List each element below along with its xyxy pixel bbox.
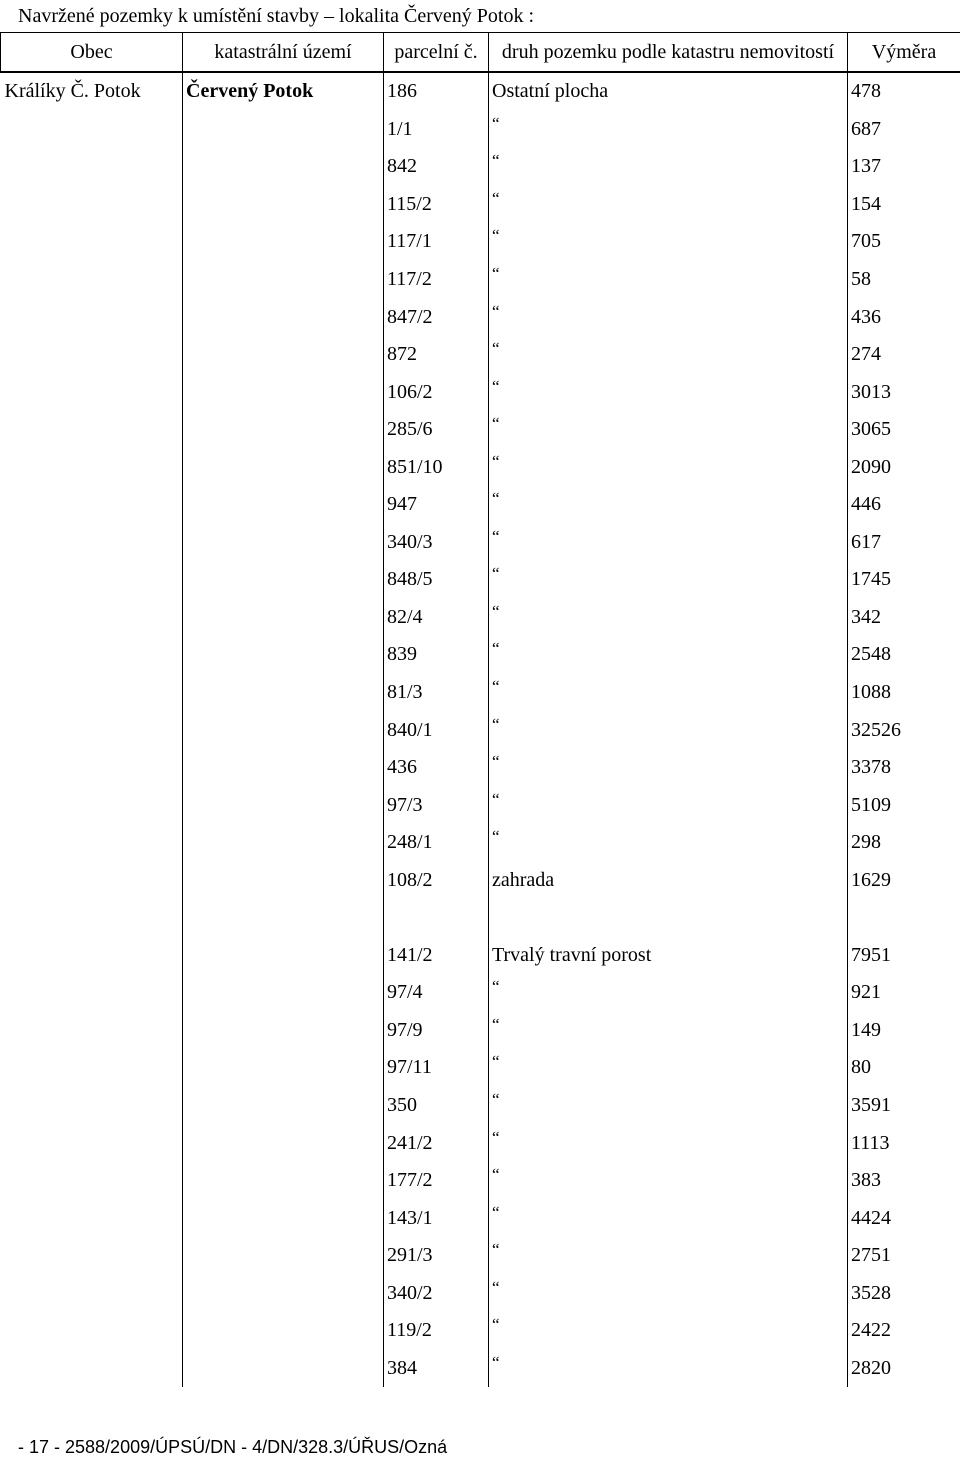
cell-vymera: 436 bbox=[848, 298, 960, 336]
header-katastralni-uzemi: katastrální území bbox=[183, 33, 384, 73]
cell-katastralni-uzemi bbox=[183, 1124, 384, 1162]
cell-vymera: 3378 bbox=[848, 749, 960, 787]
cell-vymera: 1629 bbox=[848, 861, 960, 899]
cell-vymera: 274 bbox=[848, 336, 960, 374]
table-row bbox=[1, 148, 960, 186]
page-footer: - 17 - 2588/2009/ÚPSÚ/DN - 4/DN/328.3/ÚŘUS/Ozná bbox=[18, 1437, 448, 1457]
ditto-mark: “ bbox=[492, 414, 500, 434]
cell-obec bbox=[1, 1199, 183, 1237]
cell-druh-pozemku bbox=[489, 711, 848, 749]
cell-parcelni-cislo: 97/3 bbox=[384, 786, 489, 824]
cell-obec bbox=[1, 1350, 183, 1388]
cell-parcelni-cislo: 186 bbox=[384, 72, 489, 111]
ditto-mark: “ bbox=[492, 714, 500, 734]
cell-katastralni-uzemi bbox=[183, 861, 384, 899]
table-row bbox=[1, 1275, 960, 1313]
cell-obec bbox=[1, 111, 183, 149]
table-row bbox=[1, 749, 960, 787]
table-row bbox=[1, 636, 960, 674]
cell-druh-pozemku: Ostatní plocha bbox=[489, 72, 848, 111]
cell-katastralni-uzemi bbox=[183, 1199, 384, 1237]
ditto-mark: “ bbox=[492, 451, 500, 471]
cell-obec bbox=[1, 336, 183, 374]
ditto-mark: “ bbox=[492, 789, 500, 809]
cell-druh-pozemku bbox=[489, 223, 848, 261]
cell-vymera: 137 bbox=[848, 148, 960, 186]
cell-parcelni-cislo: 82/4 bbox=[384, 599, 489, 637]
cell-druh-pozemku bbox=[489, 1087, 848, 1125]
cell-vymera: 2090 bbox=[848, 448, 960, 486]
ditto-mark: “ bbox=[492, 188, 500, 208]
page-title: Navržené pozemky k umístění stavby – lokalita Červený Potok : bbox=[18, 5, 534, 27]
cell-katastralni-uzemi bbox=[183, 561, 384, 599]
cell-parcelni-cislo: 143/1 bbox=[384, 1199, 489, 1237]
cell-druh-pozemku bbox=[489, 824, 848, 862]
cell-obec bbox=[1, 411, 183, 449]
cell-katastralni-uzemi bbox=[183, 223, 384, 261]
cell-druh-pozemku bbox=[489, 561, 848, 599]
ditto-mark: “ bbox=[492, 1240, 500, 1260]
table-row bbox=[1, 186, 960, 224]
cell-obec bbox=[1, 223, 183, 261]
cell-vymera: 617 bbox=[848, 524, 960, 562]
ditto-mark: “ bbox=[492, 489, 500, 509]
cell-druh-pozemku bbox=[489, 111, 848, 149]
cell-druh-pozemku bbox=[489, 1162, 848, 1200]
ditto-mark: “ bbox=[492, 264, 500, 283]
table-row bbox=[1, 1199, 960, 1237]
cell-obec bbox=[1, 486, 183, 524]
ditto-mark: “ bbox=[492, 151, 500, 171]
table-row bbox=[1, 974, 960, 1012]
cell-vymera: 1088 bbox=[848, 674, 960, 712]
table-row bbox=[1, 373, 960, 411]
cell-katastralni-uzemi bbox=[183, 711, 384, 749]
cell-vymera: 3528 bbox=[848, 1275, 960, 1313]
cell-vymera: 58 bbox=[848, 261, 960, 299]
ditto-mark: “ bbox=[492, 113, 500, 133]
ditto-mark: “ bbox=[492, 827, 500, 847]
cell-druh-pozemku bbox=[489, 1124, 848, 1162]
cell-druh-pozemku bbox=[489, 1237, 848, 1275]
cell-parcelni-cislo: 384 bbox=[384, 1350, 489, 1388]
cell-katastralni-uzemi bbox=[183, 336, 384, 374]
table-row bbox=[1, 1012, 960, 1050]
ditto-mark: “ bbox=[492, 1052, 500, 1072]
table-row bbox=[1, 861, 960, 899]
cell-parcelni-cislo: 436 bbox=[384, 749, 489, 787]
cell-vymera: 2751 bbox=[848, 1237, 960, 1275]
cell-vymera: 478 bbox=[848, 72, 960, 111]
cell-druh-pozemku bbox=[489, 599, 848, 637]
cell-parcelni-cislo: 248/1 bbox=[384, 824, 489, 862]
cell-vymera: 3065 bbox=[848, 411, 960, 449]
header-parcelni-cislo: parcelní č. bbox=[384, 33, 489, 73]
cell-druh-pozemku bbox=[489, 674, 848, 712]
ditto-mark: “ bbox=[492, 1315, 500, 1335]
cell-katastralni-uzemi bbox=[183, 111, 384, 149]
cell-obec bbox=[1, 148, 183, 186]
cell-katastralni-uzemi bbox=[183, 1087, 384, 1125]
cell-katastralni-uzemi bbox=[183, 599, 384, 637]
cell-obec bbox=[1, 261, 183, 299]
ditto-mark: “ bbox=[492, 1202, 500, 1222]
cell-druh-pozemku bbox=[489, 186, 848, 224]
table-row bbox=[1, 1049, 960, 1087]
ditto-mark: “ bbox=[492, 1165, 500, 1185]
table-row bbox=[1, 223, 960, 261]
ditto-mark: “ bbox=[492, 564, 500, 584]
cell-vymera: 921 bbox=[848, 974, 960, 1012]
table-row bbox=[1, 1087, 960, 1125]
ditto-mark: “ bbox=[492, 601, 500, 621]
cell-empty bbox=[384, 899, 489, 937]
cell-obec bbox=[1, 1162, 183, 1200]
cell-vymera: 446 bbox=[848, 486, 960, 524]
table-row-empty bbox=[1, 899, 960, 937]
cell-vymera: 2422 bbox=[848, 1312, 960, 1350]
cell-katastralni-uzemi bbox=[183, 749, 384, 787]
cell-vymera: 5109 bbox=[848, 786, 960, 824]
cell-katastralni-uzemi bbox=[183, 1237, 384, 1275]
cell-parcelni-cislo: 115/2 bbox=[384, 186, 489, 224]
cell-obec bbox=[1, 1012, 183, 1050]
cell-vymera: 149 bbox=[848, 1012, 960, 1050]
cell-druh-pozemku bbox=[489, 1012, 848, 1050]
cell-parcelni-cislo: 106/2 bbox=[384, 373, 489, 411]
cell-vymera: 342 bbox=[848, 599, 960, 637]
header-vymera: Výměra bbox=[848, 33, 960, 73]
cell-obec bbox=[1, 1087, 183, 1125]
cell-katastralni-uzemi bbox=[183, 1012, 384, 1050]
cell-parcelni-cislo: 848/5 bbox=[384, 561, 489, 599]
cell-katastralni-uzemi bbox=[183, 148, 384, 186]
cell-obec bbox=[1, 1237, 183, 1275]
table-row bbox=[1, 72, 960, 111]
cell-parcelni-cislo: 847/2 bbox=[384, 298, 489, 336]
table-row bbox=[1, 411, 960, 449]
cell-vymera: 7951 bbox=[848, 937, 960, 975]
cell-parcelni-cislo: 141/2 bbox=[384, 937, 489, 975]
cell-parcelni-cislo: 840/1 bbox=[384, 711, 489, 749]
cell-obec bbox=[1, 561, 183, 599]
cell-druh-pozemku bbox=[489, 411, 848, 449]
cell-obec bbox=[1, 186, 183, 224]
cell-druh-pozemku: zahrada bbox=[489, 861, 848, 899]
cell-parcelni-cislo: 117/1 bbox=[384, 223, 489, 261]
cell-parcelni-cislo: 1/1 bbox=[384, 111, 489, 149]
cell-obec bbox=[1, 599, 183, 637]
cell-obec bbox=[1, 824, 183, 862]
table-row bbox=[1, 336, 960, 374]
cell-katastralni-uzemi bbox=[183, 937, 384, 975]
cell-empty bbox=[183, 899, 384, 937]
table-row bbox=[1, 111, 960, 149]
ditto-mark: “ bbox=[492, 339, 500, 359]
cell-obec bbox=[1, 711, 183, 749]
cell-druh-pozemku bbox=[489, 749, 848, 787]
ditto-mark: “ bbox=[492, 977, 500, 997]
cell-druh-pozemku bbox=[489, 298, 848, 336]
cell-obec bbox=[1, 937, 183, 975]
cell-obec bbox=[1, 524, 183, 562]
cell-parcelni-cislo: 842 bbox=[384, 148, 489, 186]
cell-druh-pozemku bbox=[489, 336, 848, 374]
cell-druh-pozemku bbox=[489, 786, 848, 824]
cell-obec bbox=[1, 749, 183, 787]
cell-obec bbox=[1, 1124, 183, 1162]
table-row bbox=[1, 711, 960, 749]
table-row bbox=[1, 486, 960, 524]
cell-obec bbox=[1, 974, 183, 1012]
cell-parcelni-cislo: 872 bbox=[384, 336, 489, 374]
cell-katastralni-uzemi bbox=[183, 261, 384, 299]
parcel-table bbox=[0, 32, 960, 1387]
cell-druh-pozemku bbox=[489, 148, 848, 186]
table-header-row bbox=[1, 33, 960, 73]
cell-obec bbox=[1, 1275, 183, 1313]
table-row bbox=[1, 561, 960, 599]
cell-obec bbox=[1, 636, 183, 674]
cell-druh-pozemku bbox=[489, 261, 848, 299]
cell-druh-pozemku bbox=[489, 974, 848, 1012]
cell-empty bbox=[1, 899, 183, 937]
ditto-mark: “ bbox=[492, 301, 500, 321]
ditto-mark: “ bbox=[492, 752, 500, 772]
cell-parcelni-cislo: 97/4 bbox=[384, 974, 489, 1012]
cell-katastralni-uzemi bbox=[183, 786, 384, 824]
cell-vymera: 154 bbox=[848, 186, 960, 224]
cell-katastralni-uzemi bbox=[183, 486, 384, 524]
cell-katastralni-uzemi: Červený Potok bbox=[183, 72, 384, 111]
table-row bbox=[1, 448, 960, 486]
cell-katastralni-uzemi bbox=[183, 1312, 384, 1350]
cell-katastralni-uzemi bbox=[183, 636, 384, 674]
ditto-mark: “ bbox=[492, 1352, 500, 1372]
cell-katastralni-uzemi bbox=[183, 824, 384, 862]
table-row bbox=[1, 298, 960, 336]
cell-druh-pozemku bbox=[489, 486, 848, 524]
cell-druh-pozemku bbox=[489, 448, 848, 486]
ditto-mark: “ bbox=[492, 1014, 500, 1034]
cell-druh-pozemku bbox=[489, 1350, 848, 1388]
cell-parcelni-cislo: 947 bbox=[384, 486, 489, 524]
cell-katastralni-uzemi bbox=[183, 1350, 384, 1388]
cell-druh-pozemku bbox=[489, 1275, 848, 1313]
cell-obec bbox=[1, 1312, 183, 1350]
cell-katastralni-uzemi bbox=[183, 1275, 384, 1313]
cell-obec bbox=[1, 861, 183, 899]
cell-vymera: 1745 bbox=[848, 561, 960, 599]
cell-empty bbox=[848, 899, 960, 937]
ditto-mark: “ bbox=[492, 226, 500, 246]
cell-parcelni-cislo: 119/2 bbox=[384, 1312, 489, 1350]
cell-katastralni-uzemi bbox=[183, 524, 384, 562]
table-row bbox=[1, 1237, 960, 1275]
cell-vymera: 4424 bbox=[848, 1199, 960, 1237]
cell-druh-pozemku bbox=[489, 636, 848, 674]
cell-druh-pozemku bbox=[489, 524, 848, 562]
cell-druh-pozemku bbox=[489, 1049, 848, 1087]
header-druh-pozemku: druh pozemku podle katastru nemovitostí bbox=[489, 33, 848, 73]
cell-druh-pozemku: Trvalý travní porost bbox=[489, 937, 848, 975]
table-row bbox=[1, 599, 960, 637]
cell-obec: Králíky Č. Potok bbox=[4, 80, 141, 103]
cell-katastralni-uzemi bbox=[183, 674, 384, 712]
ditto-mark: “ bbox=[492, 526, 500, 546]
cell-parcelni-cislo: 340/2 bbox=[384, 1275, 489, 1313]
ditto-mark: “ bbox=[492, 677, 500, 697]
table-row bbox=[1, 1312, 960, 1350]
cell-parcelni-cislo: 851/10 bbox=[384, 448, 489, 486]
cell-obec bbox=[1, 298, 183, 336]
cell-druh-pozemku bbox=[489, 1199, 848, 1237]
cell-katastralni-uzemi bbox=[183, 974, 384, 1012]
cell-vymera: 298 bbox=[848, 824, 960, 862]
cell-vymera: 705 bbox=[848, 223, 960, 261]
cell-parcelni-cislo: 350 bbox=[384, 1087, 489, 1125]
cell-katastralni-uzemi bbox=[183, 298, 384, 336]
cell-katastralni-uzemi bbox=[183, 1162, 384, 1200]
table-row bbox=[1, 261, 960, 299]
cell-vymera: 687 bbox=[848, 111, 960, 149]
cell-katastralni-uzemi bbox=[183, 411, 384, 449]
ditto-mark: “ bbox=[492, 376, 500, 396]
cell-vymera: 2820 bbox=[848, 1350, 960, 1388]
ditto-mark: “ bbox=[492, 639, 500, 659]
cell-parcelni-cislo: 177/2 bbox=[384, 1162, 489, 1200]
table-row bbox=[1, 786, 960, 824]
cell-obec bbox=[1, 448, 183, 486]
cell-parcelni-cislo: 340/3 bbox=[384, 524, 489, 562]
cell-vymera: 383 bbox=[848, 1162, 960, 1200]
cell-parcelni-cislo: 291/3 bbox=[384, 1237, 489, 1275]
cell-obec bbox=[1, 373, 183, 411]
ditto-mark: “ bbox=[492, 1277, 500, 1297]
table-row bbox=[1, 674, 960, 712]
cell-vymera: 2548 bbox=[848, 636, 960, 674]
cell-parcelni-cislo: 97/9 bbox=[384, 1012, 489, 1050]
cell-obec bbox=[1, 786, 183, 824]
cell-parcelni-cislo: 839 bbox=[384, 636, 489, 674]
header-obec: Obec bbox=[1, 33, 183, 73]
cell-obec bbox=[1, 674, 183, 712]
cell-parcelni-cislo: 108/2 bbox=[384, 861, 489, 899]
cell-parcelni-cislo: 81/3 bbox=[384, 674, 489, 712]
cell-obec bbox=[1, 1049, 183, 1087]
table-row bbox=[1, 524, 960, 562]
cell-vymera: 3013 bbox=[848, 373, 960, 411]
cell-parcelni-cislo: 97/11 bbox=[384, 1049, 489, 1087]
cell-parcelni-cislo: 241/2 bbox=[384, 1124, 489, 1162]
table-row bbox=[1, 937, 960, 975]
cell-vymera: 1113 bbox=[848, 1124, 960, 1162]
table-row bbox=[1, 1162, 960, 1200]
ditto-mark: “ bbox=[492, 1127, 500, 1147]
table-row bbox=[1, 824, 960, 862]
cell-parcelni-cislo: 117/2 bbox=[384, 261, 489, 299]
cell-katastralni-uzemi bbox=[183, 186, 384, 224]
cell-empty bbox=[489, 899, 848, 937]
cell-katastralni-uzemi bbox=[183, 448, 384, 486]
ditto-mark: “ bbox=[492, 1090, 500, 1110]
cell-katastralni-uzemi bbox=[183, 373, 384, 411]
table-row bbox=[1, 1350, 960, 1388]
cell-katastralni-uzemi bbox=[183, 1049, 384, 1087]
cell-druh-pozemku bbox=[489, 1312, 848, 1350]
cell-vymera: 3591 bbox=[848, 1087, 960, 1125]
cell-parcelni-cislo: 285/6 bbox=[384, 411, 489, 449]
table-row bbox=[1, 1124, 960, 1162]
cell-vymera: 32526 bbox=[848, 711, 960, 749]
cell-vymera: 80 bbox=[848, 1049, 960, 1087]
cell-druh-pozemku bbox=[489, 373, 848, 411]
